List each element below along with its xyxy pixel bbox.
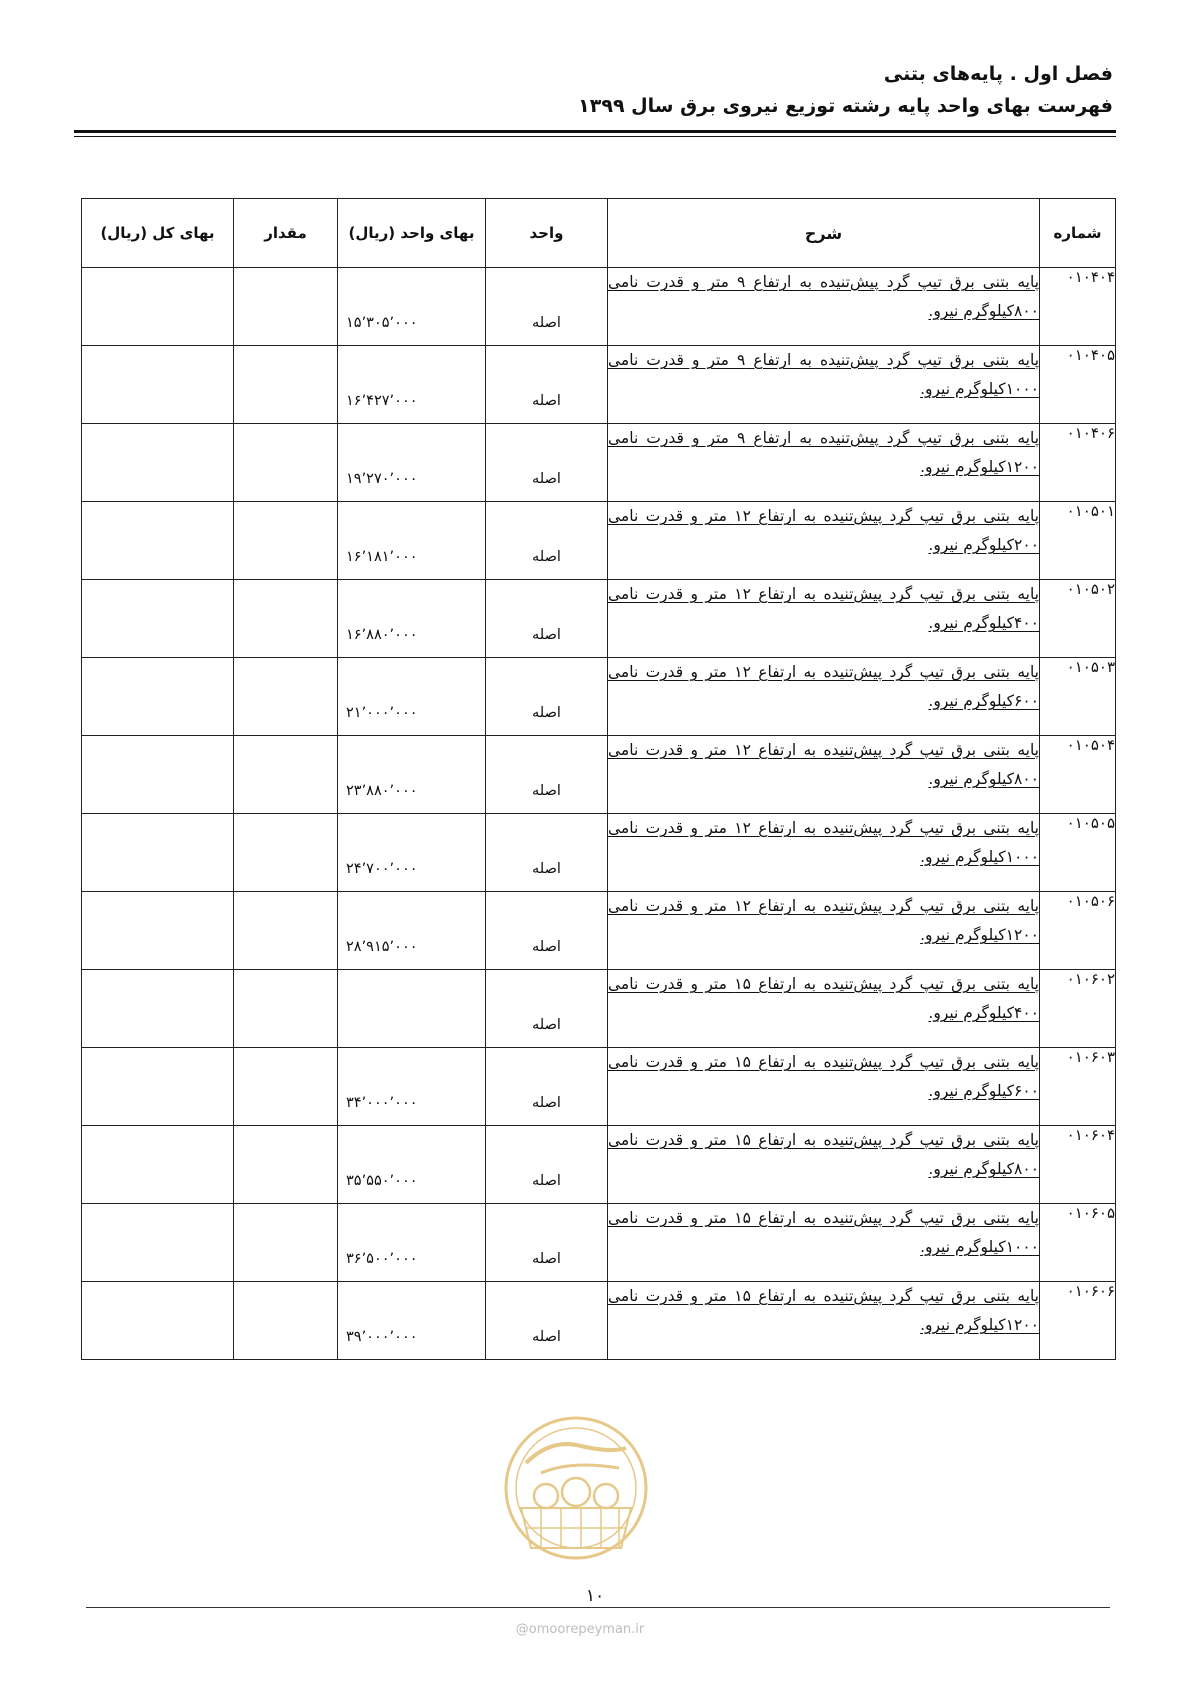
item-number-cell [1040, 424, 1116, 502]
page-number: ۱۰ [585, 1586, 605, 1606]
table-row [82, 346, 1116, 424]
table-row [82, 814, 1116, 892]
footer-rule [86, 1607, 1110, 1608]
item-total-price-cell [82, 424, 234, 502]
item-unit-price-cell [338, 1048, 486, 1126]
item-unit-price-cell-text: ۲۸٬۹۱۵٬۰۰۰ [346, 939, 418, 955]
item-number-cell [1040, 1282, 1116, 1360]
item-unit-cell [486, 1126, 608, 1204]
item-total-price-cell [82, 580, 234, 658]
item-description-text: پایه بتنی برق تیپ گرد پیش‌تنیده به ارتفاع ۹ متر و قدرت نامی ۱۰۰۰کیلوگرم نیرو. [608, 351, 1040, 398]
table-body [82, 268, 1116, 1360]
column-header-quantity: مقدار [234, 199, 338, 268]
omoor-peyman-seal-watermark [501, 1408, 651, 1568]
item-unit-cell-text: اصله [532, 471, 561, 487]
item-total-price-cell [82, 970, 234, 1048]
item-unit-cell [486, 346, 608, 424]
item-number-cell-text: ۰۱۰۵۰۱ [1066, 502, 1115, 520]
item-quantity-cell [234, 424, 338, 502]
item-description-cell [608, 970, 1040, 1048]
item-unit-price-cell-text [338, 1033, 485, 1047]
item-unit-cell [486, 892, 608, 970]
item-description-text: پایه بتنی برق تیپ گرد پیش‌تنیده به ارتفاع ۹ متر و قدرت نامی ۱۲۰۰کیلوگرم نیرو. [608, 429, 1040, 476]
item-unit-cell-text: اصله [532, 1017, 561, 1033]
item-description-cell [608, 658, 1040, 736]
item-description-text: پایه بتنی برق تیپ گرد پیش‌تنیده به ارتفاع ۱۵ متر و قدرت نامی ۸۰۰کیلوگرم نیرو. [608, 1131, 1039, 1178]
item-number-cell [1040, 1126, 1116, 1204]
item-number-cell-text: ۰۱۰۶۰۲ [1066, 970, 1115, 988]
item-unit-cell [486, 502, 608, 580]
table-row [82, 1282, 1116, 1360]
header-rule-thick [74, 130, 1116, 133]
item-total-price-cell [82, 736, 234, 814]
column-header-unit: واحد [486, 199, 608, 268]
item-description-cell [608, 424, 1040, 502]
table-row [82, 736, 1116, 814]
table-row [82, 268, 1116, 346]
item-quantity-cell [234, 580, 338, 658]
item-unit-price-cell [338, 658, 486, 736]
item-unit-cell-text: اصله [532, 549, 561, 565]
item-unit-cell-text: اصله [532, 783, 561, 799]
item-unit-price-cell [338, 970, 486, 1048]
item-total-price-cell [82, 1204, 234, 1282]
item-quantity-cell [234, 502, 338, 580]
item-number-cell-text: ۰۱۰۵۰۶ [1066, 892, 1115, 910]
item-description-cell [608, 268, 1040, 346]
table-row [82, 1204, 1116, 1282]
website-watermark: @omoorepeyman.ir [515, 1622, 645, 1637]
item-total-price-cell [82, 814, 234, 892]
item-quantity-cell [234, 736, 338, 814]
item-description-cell [608, 1126, 1040, 1204]
item-quantity-cell [234, 658, 338, 736]
item-unit-price-cell [338, 1204, 486, 1282]
item-unit-price-cell-text: ۳۹٬۰۰۰٬۰۰۰ [346, 1329, 418, 1345]
item-number-cell [1040, 892, 1116, 970]
document-title: فهرست بهای واحد پایه رشته توزیع نیروی برق سال ۱۳۹۹ [578, 95, 1113, 117]
item-description-cell [608, 1282, 1040, 1360]
item-unit-price-cell-text: ۱۶٬۸۸۰٬۰۰۰ [346, 627, 418, 643]
item-unit-price-cell-text: ۳۵٬۵۵۰٬۰۰۰ [346, 1173, 418, 1189]
item-description-text: پایه بتنی برق تیپ گرد پیش‌تنیده به ارتفاع ۱۵ متر و قدرت نامی ۱۰۰۰کیلوگرم نیرو. [608, 1209, 1039, 1256]
item-total-price-cell [82, 658, 234, 736]
item-description-text: پایه بتنی برق تیپ گرد پیش‌تنیده به ارتفاع ۱۲ متر و قدرت نامی ۶۰۰کیلوگرم نیرو. [608, 663, 1039, 710]
item-description-cell [608, 502, 1040, 580]
item-quantity-cell [234, 814, 338, 892]
item-unit-cell-text: اصله [532, 861, 561, 877]
item-number-cell [1040, 502, 1116, 580]
item-quantity-cell [234, 970, 338, 1048]
item-unit-price-cell [338, 502, 486, 580]
item-number-cell [1040, 1048, 1116, 1126]
item-unit-cell [486, 736, 608, 814]
item-unit-price-cell [338, 346, 486, 424]
item-description-cell [608, 736, 1040, 814]
item-unit-cell-text: اصله [532, 939, 561, 955]
item-unit-cell-text: اصله [532, 1173, 561, 1189]
item-description-text: پایه بتنی برق تیپ گرد پیش‌تنیده به ارتفاع ۱۲ متر و قدرت نامی ۱۰۰۰کیلوگرم نیرو. [608, 819, 1039, 866]
item-unit-cell [486, 580, 608, 658]
table-header-row [82, 199, 1116, 268]
item-number-cell-text: ۰۱۰۵۰۲ [1066, 580, 1115, 598]
item-unit-price-cell-text: ۱۶٬۱۸۱٬۰۰۰ [346, 549, 418, 565]
item-total-price-cell [82, 892, 234, 970]
item-unit-cell [486, 268, 608, 346]
table-row [82, 1048, 1116, 1126]
item-quantity-cell [234, 1282, 338, 1360]
item-unit-price-cell-text: ۱۶٬۴۲۷٬۰۰۰ [346, 393, 418, 409]
table-row [82, 502, 1116, 580]
item-unit-price-cell-text: ۳۴٬۰۰۰٬۰۰۰ [346, 1095, 418, 1111]
item-unit-price-cell [338, 424, 486, 502]
table-row [82, 1126, 1116, 1204]
item-description-cell [608, 892, 1040, 970]
item-description-text: پایه بتنی برق تیپ گرد پیش‌تنیده به ارتفاع ۹ متر و قدرت نامی ۸۰۰کیلوگرم نیرو. [608, 273, 1040, 320]
item-quantity-cell [234, 1204, 338, 1282]
item-number-cell [1040, 736, 1116, 814]
column-header-unit-price: بهای واحد (ریال) [338, 199, 486, 268]
item-description-text: پایه بتنی برق تیپ گرد پیش‌تنیده به ارتفاع ۱۲ متر و قدرت نامی ۸۰۰کیلوگرم نیرو. [608, 741, 1039, 788]
item-total-price-cell [82, 1048, 234, 1126]
item-unit-price-cell-text: ۳۶٬۵۰۰٬۰۰۰ [346, 1251, 418, 1267]
item-number-cell-text: ۰۱۰۵۰۴ [1066, 736, 1115, 754]
table-row [82, 658, 1116, 736]
item-number-cell [1040, 970, 1116, 1048]
item-quantity-cell [234, 892, 338, 970]
item-unit-price-cell-text: ۱۵٬۳۰۵٬۰۰۰ [346, 315, 418, 331]
item-description-text: پایه بتنی برق تیپ گرد پیش‌تنیده به ارتفاع ۱۲ متر و قدرت نامی ۲۰۰کیلوگرم نیرو. [608, 507, 1039, 554]
item-description-text: پایه بتنی برق تیپ گرد پیش‌تنیده به ارتفاع ۱۵ متر و قدرت نامی ۶۰۰کیلوگرم نیرو. [608, 1053, 1039, 1100]
item-unit-price-cell [338, 1126, 486, 1204]
item-number-cell [1040, 814, 1116, 892]
item-unit-cell-text: اصله [532, 1251, 561, 1267]
item-unit-cell [486, 658, 608, 736]
item-unit-cell-text: اصله [532, 393, 561, 409]
header-rule-thin [74, 136, 1116, 137]
item-number-cell-text: ۰۱۰۶۰۶ [1066, 1282, 1115, 1300]
item-total-price-cell [82, 1282, 234, 1360]
item-number-cell-text: ۰۱۰۶۰۴ [1066, 1126, 1115, 1144]
item-number-cell-text: ۰۱۰۶۰۵ [1066, 1204, 1115, 1222]
item-total-price-cell [82, 1126, 234, 1204]
column-header-description: شرح [608, 199, 1040, 268]
item-unit-price-cell-text: ۱۹٬۲۷۰٬۰۰۰ [346, 471, 418, 487]
item-number-cell [1040, 268, 1116, 346]
item-number-cell [1040, 658, 1116, 736]
item-number-cell-text: ۰۱۰۴۰۴ [1066, 268, 1115, 286]
column-header-number: شماره [1040, 199, 1116, 268]
item-number-cell-text: ۰۱۰۵۰۳ [1066, 658, 1115, 676]
table-row [82, 892, 1116, 970]
table-row [82, 424, 1116, 502]
item-unit-cell-text: اصله [532, 1095, 561, 1111]
item-unit-cell-text: اصله [532, 705, 561, 721]
item-number-cell [1040, 1204, 1116, 1282]
item-unit-cell [486, 970, 608, 1048]
item-description-cell [608, 346, 1040, 424]
item-quantity-cell [234, 268, 338, 346]
table-row [82, 970, 1116, 1048]
item-unit-cell [486, 1282, 608, 1360]
item-unit-price-cell [338, 892, 486, 970]
item-description-cell [608, 580, 1040, 658]
item-unit-price-cell-text: ۲۱٬۰۰۰٬۰۰۰ [346, 705, 418, 721]
item-number-cell-text: ۰۱۰۴۰۵ [1066, 346, 1115, 364]
item-description-text: پایه بتنی برق تیپ گرد پیش‌تنیده به ارتفاع ۱۵ متر و قدرت نامی ۴۰۰کیلوگرم نیرو. [608, 975, 1039, 1022]
item-description-cell [608, 1048, 1040, 1126]
item-unit-price-cell [338, 736, 486, 814]
item-unit-price-cell-text: ۲۳٬۸۸۰٬۰۰۰ [346, 783, 418, 799]
table-row [82, 580, 1116, 658]
item-unit-cell-text: اصله [532, 315, 561, 331]
column-header-total-price: بهای کل (ریال) [82, 199, 234, 268]
item-number-cell [1040, 580, 1116, 658]
item-unit-cell-text: اصله [532, 1329, 561, 1345]
item-unit-cell [486, 1048, 608, 1126]
item-unit-price-cell-text: ۲۴٬۷۰۰٬۰۰۰ [346, 861, 418, 877]
item-number-cell-text: ۰۱۰۴۰۶ [1066, 424, 1115, 442]
item-quantity-cell [234, 346, 338, 424]
item-unit-price-cell [338, 1282, 486, 1360]
item-unit-cell-text: اصله [532, 627, 561, 643]
item-number-cell-text: ۰۱۰۵۰۵ [1066, 814, 1115, 832]
item-unit-cell [486, 814, 608, 892]
item-number-cell [1040, 346, 1116, 424]
item-unit-price-cell [338, 580, 486, 658]
item-number-cell-text: ۰۱۰۶۰۳ [1066, 1048, 1115, 1066]
item-description-cell [608, 1204, 1040, 1282]
document-header [578, 58, 1113, 122]
item-total-price-cell [82, 502, 234, 580]
item-description-text: پایه بتنی برق تیپ گرد پیش‌تنیده به ارتفاع ۱۲ متر و قدرت نامی ۱۲۰۰کیلوگرم نیرو. [608, 897, 1039, 944]
item-total-price-cell [82, 346, 234, 424]
item-unit-price-cell [338, 268, 486, 346]
item-description-text: پایه بتنی برق تیپ گرد پیش‌تنیده به ارتفاع ۱۲ متر و قدرت نامی ۴۰۰کیلوگرم نیرو. [608, 585, 1039, 632]
item-unit-cell [486, 424, 608, 502]
item-description-text: پایه بتنی برق تیپ گرد پیش‌تنیده به ارتفاع ۱۵ متر و قدرت نامی ۱۲۰۰کیلوگرم نیرو. [608, 1287, 1039, 1334]
item-unit-price-cell [338, 814, 486, 892]
chapter-title: فصل اول . پایه‌های بتنی [883, 63, 1113, 85]
item-unit-cell [486, 1204, 608, 1282]
item-quantity-cell [234, 1048, 338, 1126]
item-quantity-cell [234, 1126, 338, 1204]
item-total-price-cell [82, 268, 234, 346]
item-description-cell [608, 814, 1040, 892]
price-list-table [81, 198, 1116, 1360]
